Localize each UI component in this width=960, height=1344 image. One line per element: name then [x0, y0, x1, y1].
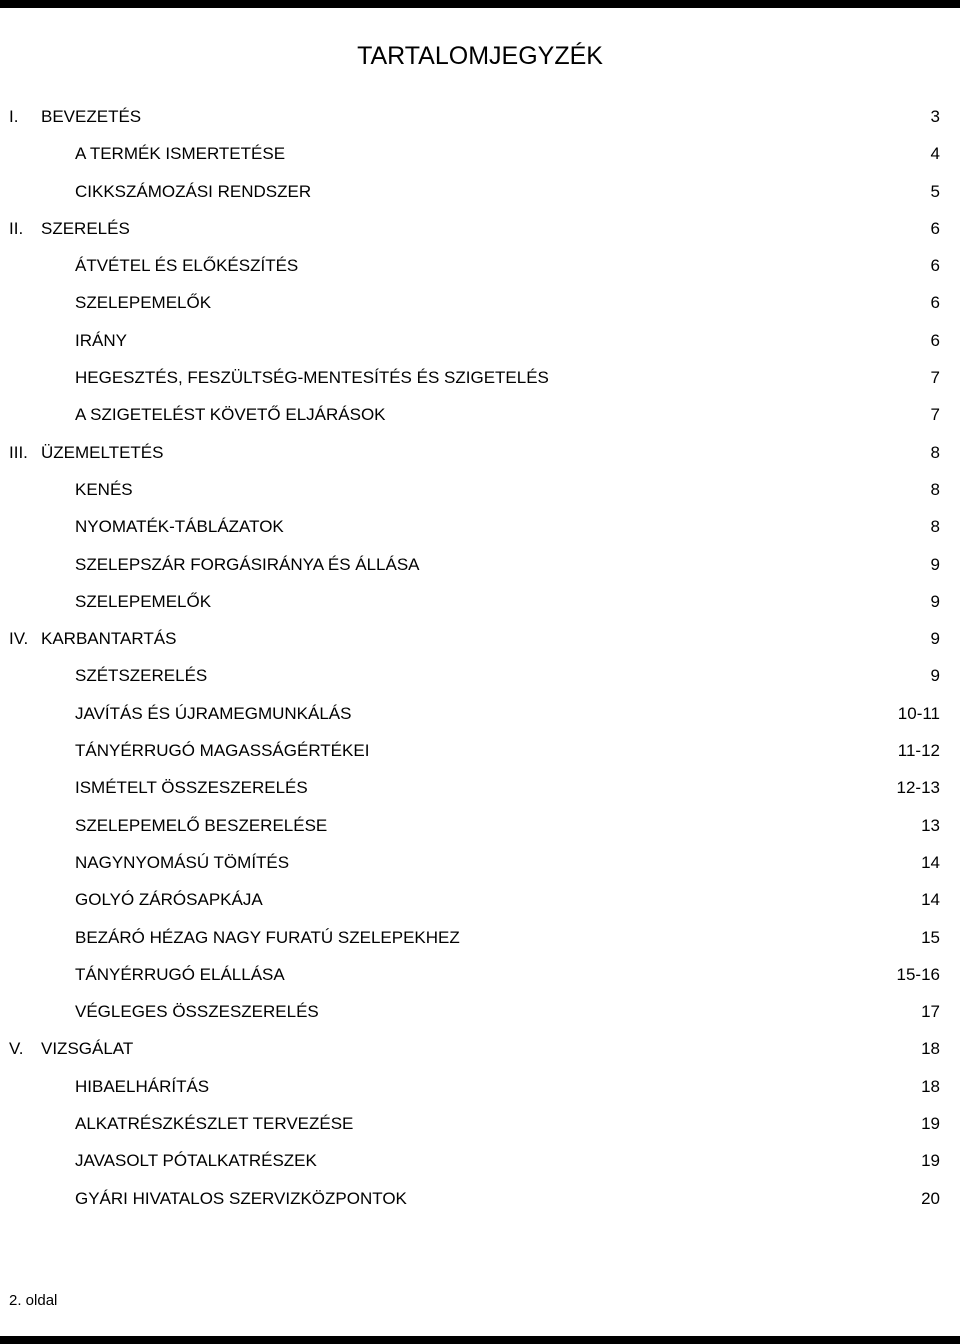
toc-page-number: 6: [930, 218, 940, 238]
toc-subsection-row[interactable]: [0, 546, 960, 583]
toc-entry-label: VÉGLEGES ÖSSZESZERELÉS: [75, 1002, 319, 1022]
toc-page-number: 7: [930, 368, 940, 388]
toc-subsection-row[interactable]: [0, 1180, 960, 1217]
toc-entry-label: SZELEPEMELŐ BESZERELÉSE: [75, 815, 328, 835]
toc-entry-label: BEZÁRÓ HÉZAG NAGY FURATÚ SZELEPEKHEZ: [75, 927, 460, 947]
toc-entry-label: ÜZEMELTETÉS: [41, 442, 164, 462]
toc-entry-label: A SZIGETELÉST KÖVETŐ ELJÁRÁSOK: [75, 405, 386, 425]
toc-page-number: 9: [930, 554, 940, 574]
toc-page-number: 6: [930, 256, 940, 276]
toc-subsection-row[interactable]: [0, 583, 960, 620]
toc-subsection-row[interactable]: [0, 396, 960, 433]
toc-section-number: II.: [9, 218, 24, 238]
toc-page-number: 11-12: [897, 741, 940, 761]
toc-entry-label: TÁNYÉRRUGÓ ELÁLLÁSA: [75, 964, 285, 984]
toc-section-number: IV.: [9, 629, 29, 649]
toc-section-row[interactable]: [0, 434, 960, 471]
toc-section-number: V.: [9, 1039, 24, 1059]
toc-page-number: 8: [930, 517, 940, 537]
toc-entry-label: HEGESZTÉS, FESZÜLTSÉG-MENTESÍTÉS ÉS SZIGETELÉS: [75, 368, 549, 388]
toc-page-number: 9: [930, 666, 940, 686]
toc-page-number: 17: [921, 1002, 940, 1022]
toc-entry-label: GOLYÓ ZÁRÓSAPKÁJA: [75, 890, 263, 910]
toc-page-number: 18: [921, 1039, 940, 1059]
toc-page-number: 15: [921, 927, 940, 947]
toc-entry-label: SZELEPEMELŐK: [75, 293, 212, 313]
toc-entry-label: NAGYNYOMÁSÚ TÖMÍTÉS: [75, 852, 290, 872]
toc-section-row[interactable]: [0, 1030, 960, 1067]
toc-subsection-row[interactable]: [0, 1068, 960, 1105]
toc-entry-label: HIBAELHÁRÍTÁS: [75, 1076, 210, 1096]
toc-subsection-row[interactable]: [0, 732, 960, 769]
top-rule: [0, 0, 960, 8]
toc-entry-label: CIKKSZÁMOZÁSI RENDSZER: [75, 181, 312, 201]
table-of-contents: [0, 98, 960, 1217]
toc-entry-label: SZÉTSZERELÉS: [75, 666, 208, 686]
toc-subsection-row[interactable]: [0, 956, 960, 993]
toc-entry-label: KENÉS: [75, 479, 133, 499]
toc-entry-label: JAVASOLT PÓTALKATRÉSZEK: [75, 1151, 317, 1171]
toc-page-number: 14: [921, 890, 940, 910]
toc-entry-label: ALKATRÉSZKÉSZLET TERVEZÉSE: [75, 1114, 354, 1134]
toc-entry-label: KARBANTARTÁS: [41, 629, 177, 649]
toc-section-row[interactable]: [0, 210, 960, 247]
toc-entry-label: TÁNYÉRRUGÓ MAGASSÁGÉRTÉKEI: [75, 741, 370, 761]
toc-entry-label: SZELEPEMELŐK: [75, 591, 212, 611]
toc-subsection-row[interactable]: [0, 844, 960, 881]
toc-entry-label: JAVÍTÁS ÉS ÚJRAMEGMUNKÁLÁS: [75, 703, 352, 723]
toc-page-number: 6: [930, 330, 940, 350]
toc-subsection-row[interactable]: [0, 173, 960, 210]
toc-entry-label: SZELEPSZÁR FORGÁSIRÁNYA ÉS ÁLLÁSA: [75, 554, 420, 574]
toc-page-number: 14: [921, 852, 940, 872]
bottom-rule: [0, 1336, 960, 1344]
toc-subsection-row[interactable]: [0, 359, 960, 396]
toc-entry-label: ÁTVÉTEL ÉS ELŐKÉSZÍTÉS: [75, 256, 299, 276]
toc-entry-label: BEVEZETÉS: [41, 107, 142, 126]
toc-subsection-row[interactable]: [0, 993, 960, 1030]
toc-page-number: 9: [930, 629, 940, 649]
toc-subsection-row[interactable]: [0, 135, 960, 172]
toc-entry-label: A TERMÉK ISMERTETÉSE: [75, 144, 286, 164]
toc-subsection-row[interactable]: [0, 807, 960, 844]
toc-subsection-row[interactable]: [0, 657, 960, 694]
toc-page-number: 5: [930, 181, 940, 201]
toc-subsection-row[interactable]: [0, 322, 960, 359]
toc-subsection-row[interactable]: [0, 247, 960, 284]
toc-entry-label: NYOMATÉK-TÁBLÁZATOK: [75, 517, 284, 537]
toc-subsection-row[interactable]: [0, 919, 960, 956]
toc-subsection-row[interactable]: [0, 508, 960, 545]
toc-page-number: 12-13: [896, 778, 940, 798]
toc-page-number: 4: [930, 144, 940, 164]
toc-entry-label: ISMÉTELT ÖSSZESZERELÉS: [75, 778, 308, 798]
toc-entry-label: IRÁNY: [75, 330, 127, 350]
toc-page-number: 20: [921, 1188, 940, 1208]
toc-page-number: 9: [930, 591, 940, 611]
toc-page-number: 7: [930, 405, 940, 425]
toc-section-number: III.: [9, 442, 28, 462]
toc-entry-label: GYÁRI HIVATALOS SZERVIZKÖZPONTOK: [75, 1188, 407, 1208]
page-title: TARTALOMJEGYZÉK: [357, 42, 603, 70]
toc-page-number: 8: [930, 479, 940, 499]
toc-subsection-row[interactable]: [0, 471, 960, 508]
toc-subsection-row[interactable]: [0, 284, 960, 321]
toc-subsection-row[interactable]: [0, 1105, 960, 1142]
toc-page-number: 8: [930, 442, 940, 462]
toc-page-number: 19: [921, 1114, 940, 1134]
toc-section-row[interactable]: [0, 98, 960, 135]
toc-subsection-row[interactable]: [0, 1142, 960, 1179]
toc-page-number: 6: [930, 293, 940, 313]
toc-section-number: I.: [9, 107, 19, 126]
toc-page-number: 13: [921, 815, 940, 835]
page-number-footer: 2. oldal: [9, 1292, 58, 1309]
toc-entry-label: VIZSGÁLAT: [41, 1039, 134, 1059]
toc-subsection-row[interactable]: [0, 769, 960, 806]
toc-subsection-row[interactable]: [0, 695, 960, 732]
toc-entry-label: SZERELÉS: [41, 218, 130, 238]
toc-page-number: 15-16: [896, 964, 940, 984]
toc-page-number: 18: [921, 1076, 940, 1096]
toc-page-number: 3: [930, 107, 940, 126]
toc-section-row[interactable]: [0, 620, 960, 657]
toc-page-number: 19: [921, 1151, 940, 1171]
toc-subsection-row[interactable]: [0, 881, 960, 918]
toc-page-number: 10-11: [897, 703, 940, 723]
